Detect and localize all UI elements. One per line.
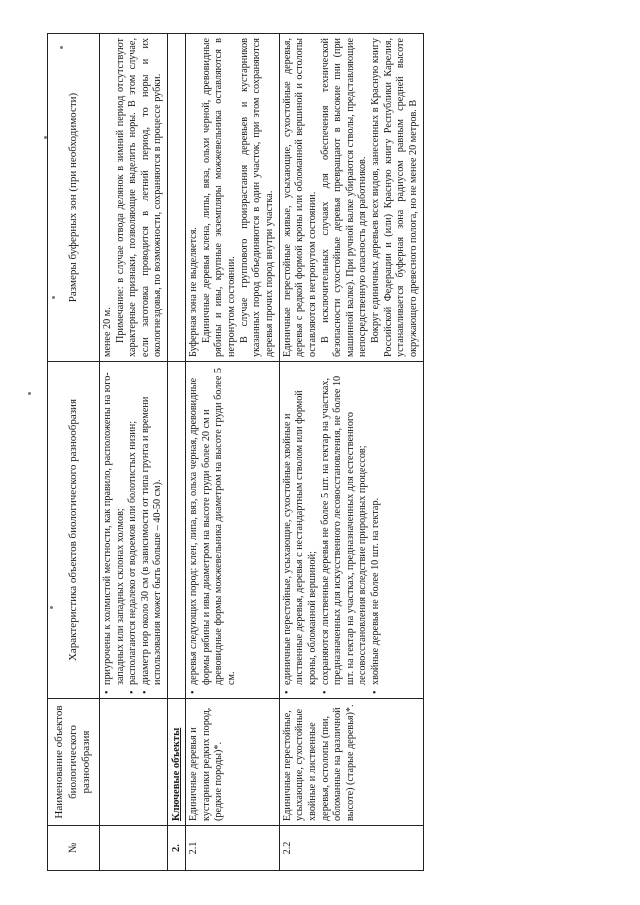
bullet-item: • располагаются недалеко от водоемов или болотистых низин; xyxy=(127,366,140,694)
continuation-buffer xyxy=(99,34,167,362)
buffer-paragraph: Буферная зона не выделяется. xyxy=(188,227,200,357)
object-characteristic xyxy=(186,362,279,699)
section-row xyxy=(168,34,186,871)
bullet-item: • сохраняются лиственные деревья не более 5 шт. на гектар на участках, предназначенных для искусственного лесовосстановления, не более 10 шт. на гектар на участках, предназначенных для естественного лесовосстановления вследствие природных процессов; xyxy=(320,366,371,694)
biodiversity-table xyxy=(47,33,424,871)
object-name: Единичные деревья и кустарники редких пород, (редкие породы)*. xyxy=(186,699,279,826)
scan-speck xyxy=(60,46,63,49)
header-buffer: Размеры буферных зон (при необходимости) xyxy=(48,34,100,362)
header-num: № xyxy=(48,826,100,871)
bullet-item: • деревья следующих пород: клен, липа, вяз, ольха черная, древовидные формы рябины и ивы диаметром на высоте груди более 20 см и древовидные формы можжевельника диаметром на высоте груди более 5 см. xyxy=(188,366,239,694)
bullet-item: • единичные перестойные, усыхающие, сухостойные хвойные и лиственные деревья, деревья с нестандартным стволом или формой кроны, обломанной вершиной; xyxy=(282,366,320,694)
buffer-paragraph: Единичные перестойные живые, усыхающие, сухостойные деревья, деревья с редкой формой кроны или обломанной вершиной и остолопы оставляются в нетронутом состоянии. xyxy=(281,38,318,357)
section-title: Ключевые объекты xyxy=(168,699,186,826)
bullet-item: • хвойные деревья не более 10 шт. на гектар. xyxy=(370,366,383,694)
table-row-2-2 xyxy=(279,34,423,871)
header-characteristic: Характеристика объектов биологического разнообразия xyxy=(48,362,100,699)
row-num: 2.2 xyxy=(279,826,423,871)
scan-speck xyxy=(52,296,55,299)
buffer-paragraph: менее 20 м. xyxy=(101,307,113,357)
bullet-item: • приурочены к холмистой местности, как правило, расположены на юго-западных или западных склонах холмов; xyxy=(102,366,127,694)
scan-speck xyxy=(50,606,53,609)
buffer-paragraph: Примечание: в случае отвода делянок в зимний период отсутствуют характерные признаки, позволяющие выделить норы. В этом случае, если заготовка проводится в летний период, то норы и их окологнездовья, по возможности, сохраняются в процессе рубки. xyxy=(114,38,164,357)
bullet-item: • диаметр нор около 30 см (в зависимости от типа грунта и времени использования может быть больше – 40-50 см). xyxy=(140,366,165,694)
buffer-paragraph: Вокруг единичных деревьев всех видов, занесенных в Красную книгу Российской Федерации и (или) Красную книгу Республики Карелия, устанавливается буферная зона радиусом равным средней высоте окружающего древесного полога, но не менее 20 метров. В xyxy=(370,38,419,357)
header-name: Наименование объектов биологического разнообразия xyxy=(48,699,100,826)
section-num: 2. xyxy=(168,826,186,871)
header-row xyxy=(48,34,100,871)
buffer-paragraph: В случае группового произрастания деревьев и кустарников указанных пород объединяются в один участок, при этом сохраняются деревья прочих пород внутри участка. xyxy=(238,38,275,357)
row-num: 2.1 xyxy=(186,826,279,871)
table-row-2-1 xyxy=(186,34,279,871)
buffer-zone-text xyxy=(186,34,279,362)
object-characteristic xyxy=(279,362,423,699)
continuation-characteristic xyxy=(99,362,167,699)
scan-speck xyxy=(44,136,47,139)
object-name: Единичные перестойные, усыхающие, сухостойные хвойные и лиственные деревья, остолопы (пни, обломанные на различной высоте) (старые деревья)*. xyxy=(279,699,423,826)
buffer-zone-text xyxy=(279,34,423,362)
buffer-paragraph: В исключительных случаях для обеспечения технической безопасности сухостойные деревья превращают в высокие пни (при машинной валке). При ручной валке убираются стволы, представляющие непосредственную опасность для работников. xyxy=(319,38,369,357)
scan-speck xyxy=(28,392,31,395)
buffer-paragraph: Единичные деревья клена, липы, вяза, ольхи черной, древовидные рябины и ивы, крупные экземпляры можжевельника оставляются в нетронутом состоянии. xyxy=(200,38,238,357)
rotated-page xyxy=(47,33,593,871)
table-row-continuation xyxy=(99,34,167,871)
